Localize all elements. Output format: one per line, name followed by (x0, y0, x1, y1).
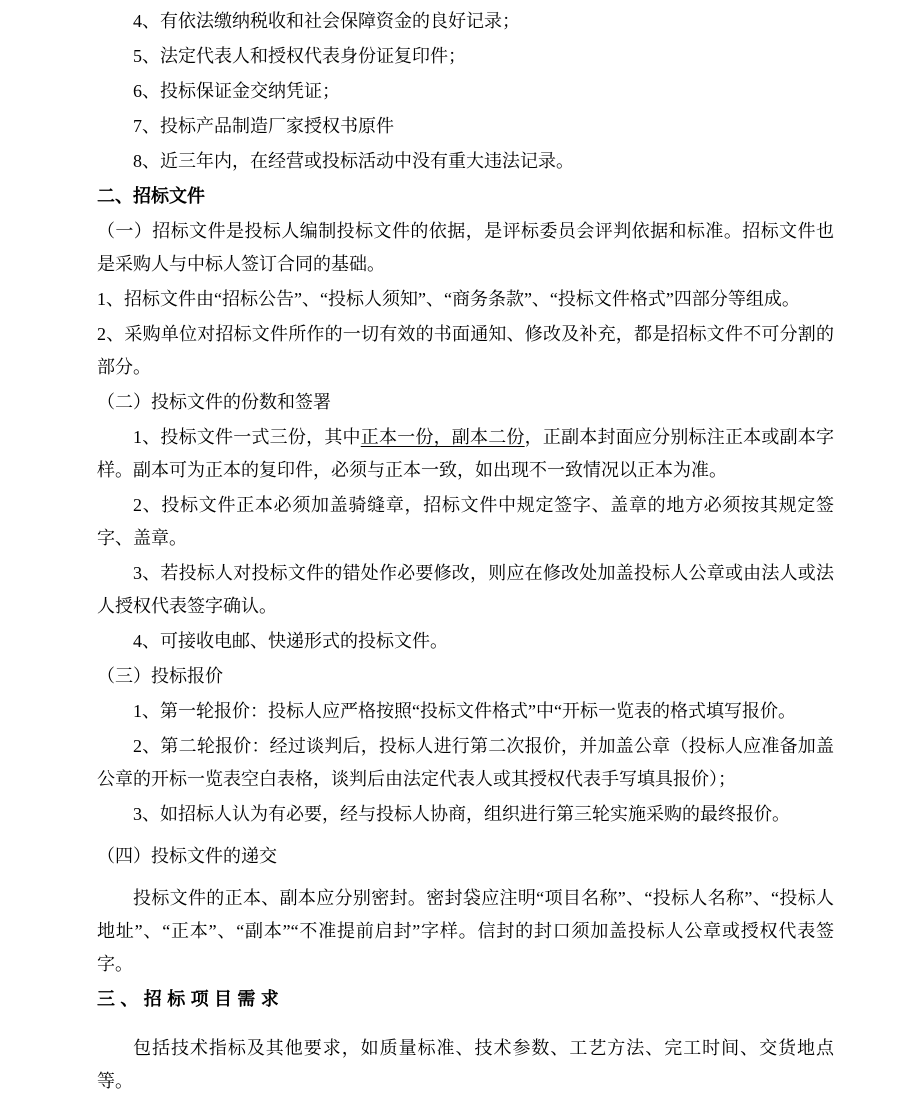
text-run: ，正副本封面应分别标注正本或副本字样。副本可为正本的复印件，必须与正本一致，如出现不一致情况以正本为准。 (97, 427, 835, 480)
list-item: 1、第一轮报价：投标人应严格按照“投标文件格式”中“开标一览表的格式填写报价。 (133, 701, 796, 721)
list-item: 4、有依法缴纳税收和社会保障资金的良好记录； (133, 11, 520, 31)
paragraph: 2、采购单位对招标文件所作的一切有效的书面通知、修改及补充，都是招标文件不可分割的部分。 (97, 324, 834, 377)
paragraph: （一）招标文件是投标人编制投标文件的依据，是评标委员会评判依据和标准。招标文件也是采购人与中标人签订合同的基础。 (97, 221, 834, 274)
section-heading: 二、招标文件 (97, 186, 205, 206)
list-item: 2、投标文件正本必须加盖骑缝章，招标文件中规定签字、盖章的地方必须按其规定签字、盖章。 (97, 495, 834, 548)
list-item: 6、投标保证金交纳凭证； (133, 81, 340, 101)
list-item: 5、法定代表人和授权代表身份证复印件； (133, 46, 466, 66)
text-run: 1、投标文件一式三份，其中 (133, 427, 361, 447)
paragraph: （二）投标文件的份数和签署 (97, 392, 331, 412)
underlined-text: 正本一份，副本二份 (360, 427, 525, 447)
document-body (97, 5, 834, 1098)
list-item: 投标文件的正本、副本应分别密封。密封袋应注明“项目名称”、“投标人名称”、“投标人地址”、“正本”、“副本”“不准提前启封”字样。信封的封口须加盖投标人公章或授权代表签字。 (97, 888, 834, 974)
list-item: 4、可接收电邮、快递形式的投标文件。 (133, 631, 448, 651)
section-heading: 三、招标项目需求 (97, 989, 285, 1009)
list-item: 3、如招标人认为有必要，经与投标人协商，组织进行第三轮实施采购的最终报价。 (133, 804, 790, 824)
paragraph: （四）投标文件的递交 (97, 846, 277, 866)
list-item: 7、投标产品制造厂家授权书原件 (133, 116, 394, 136)
list-item: 8、近三年内，在经营或投标活动中没有重大违法记录。 (133, 151, 574, 171)
paragraph: （三）投标报价 (97, 666, 223, 686)
list-item: 3、若投标人对投标文件的错处作必要修改，则应在修改处加盖投标人公章或由法人或法人授权代表签字确认。 (97, 563, 834, 616)
paragraph: 1、招标文件由“招标公告”、“投标人须知”、“商务条款”、“投标文件格式”四部分等组成。 (97, 289, 800, 309)
list-item: 2、第二轮报价：经过谈判后，投标人进行第二次报价，并加盖公章（投标人应准备加盖公章的开标一览表空白表格，谈判后由法定代表人或其授权代表手写填具报价）； (97, 736, 834, 789)
list-item (97, 421, 834, 487)
list-item: 包括技术指标及其他要求，如质量标准、技术参数、工艺方法、完工时间、交货地点等。 (97, 1038, 834, 1091)
